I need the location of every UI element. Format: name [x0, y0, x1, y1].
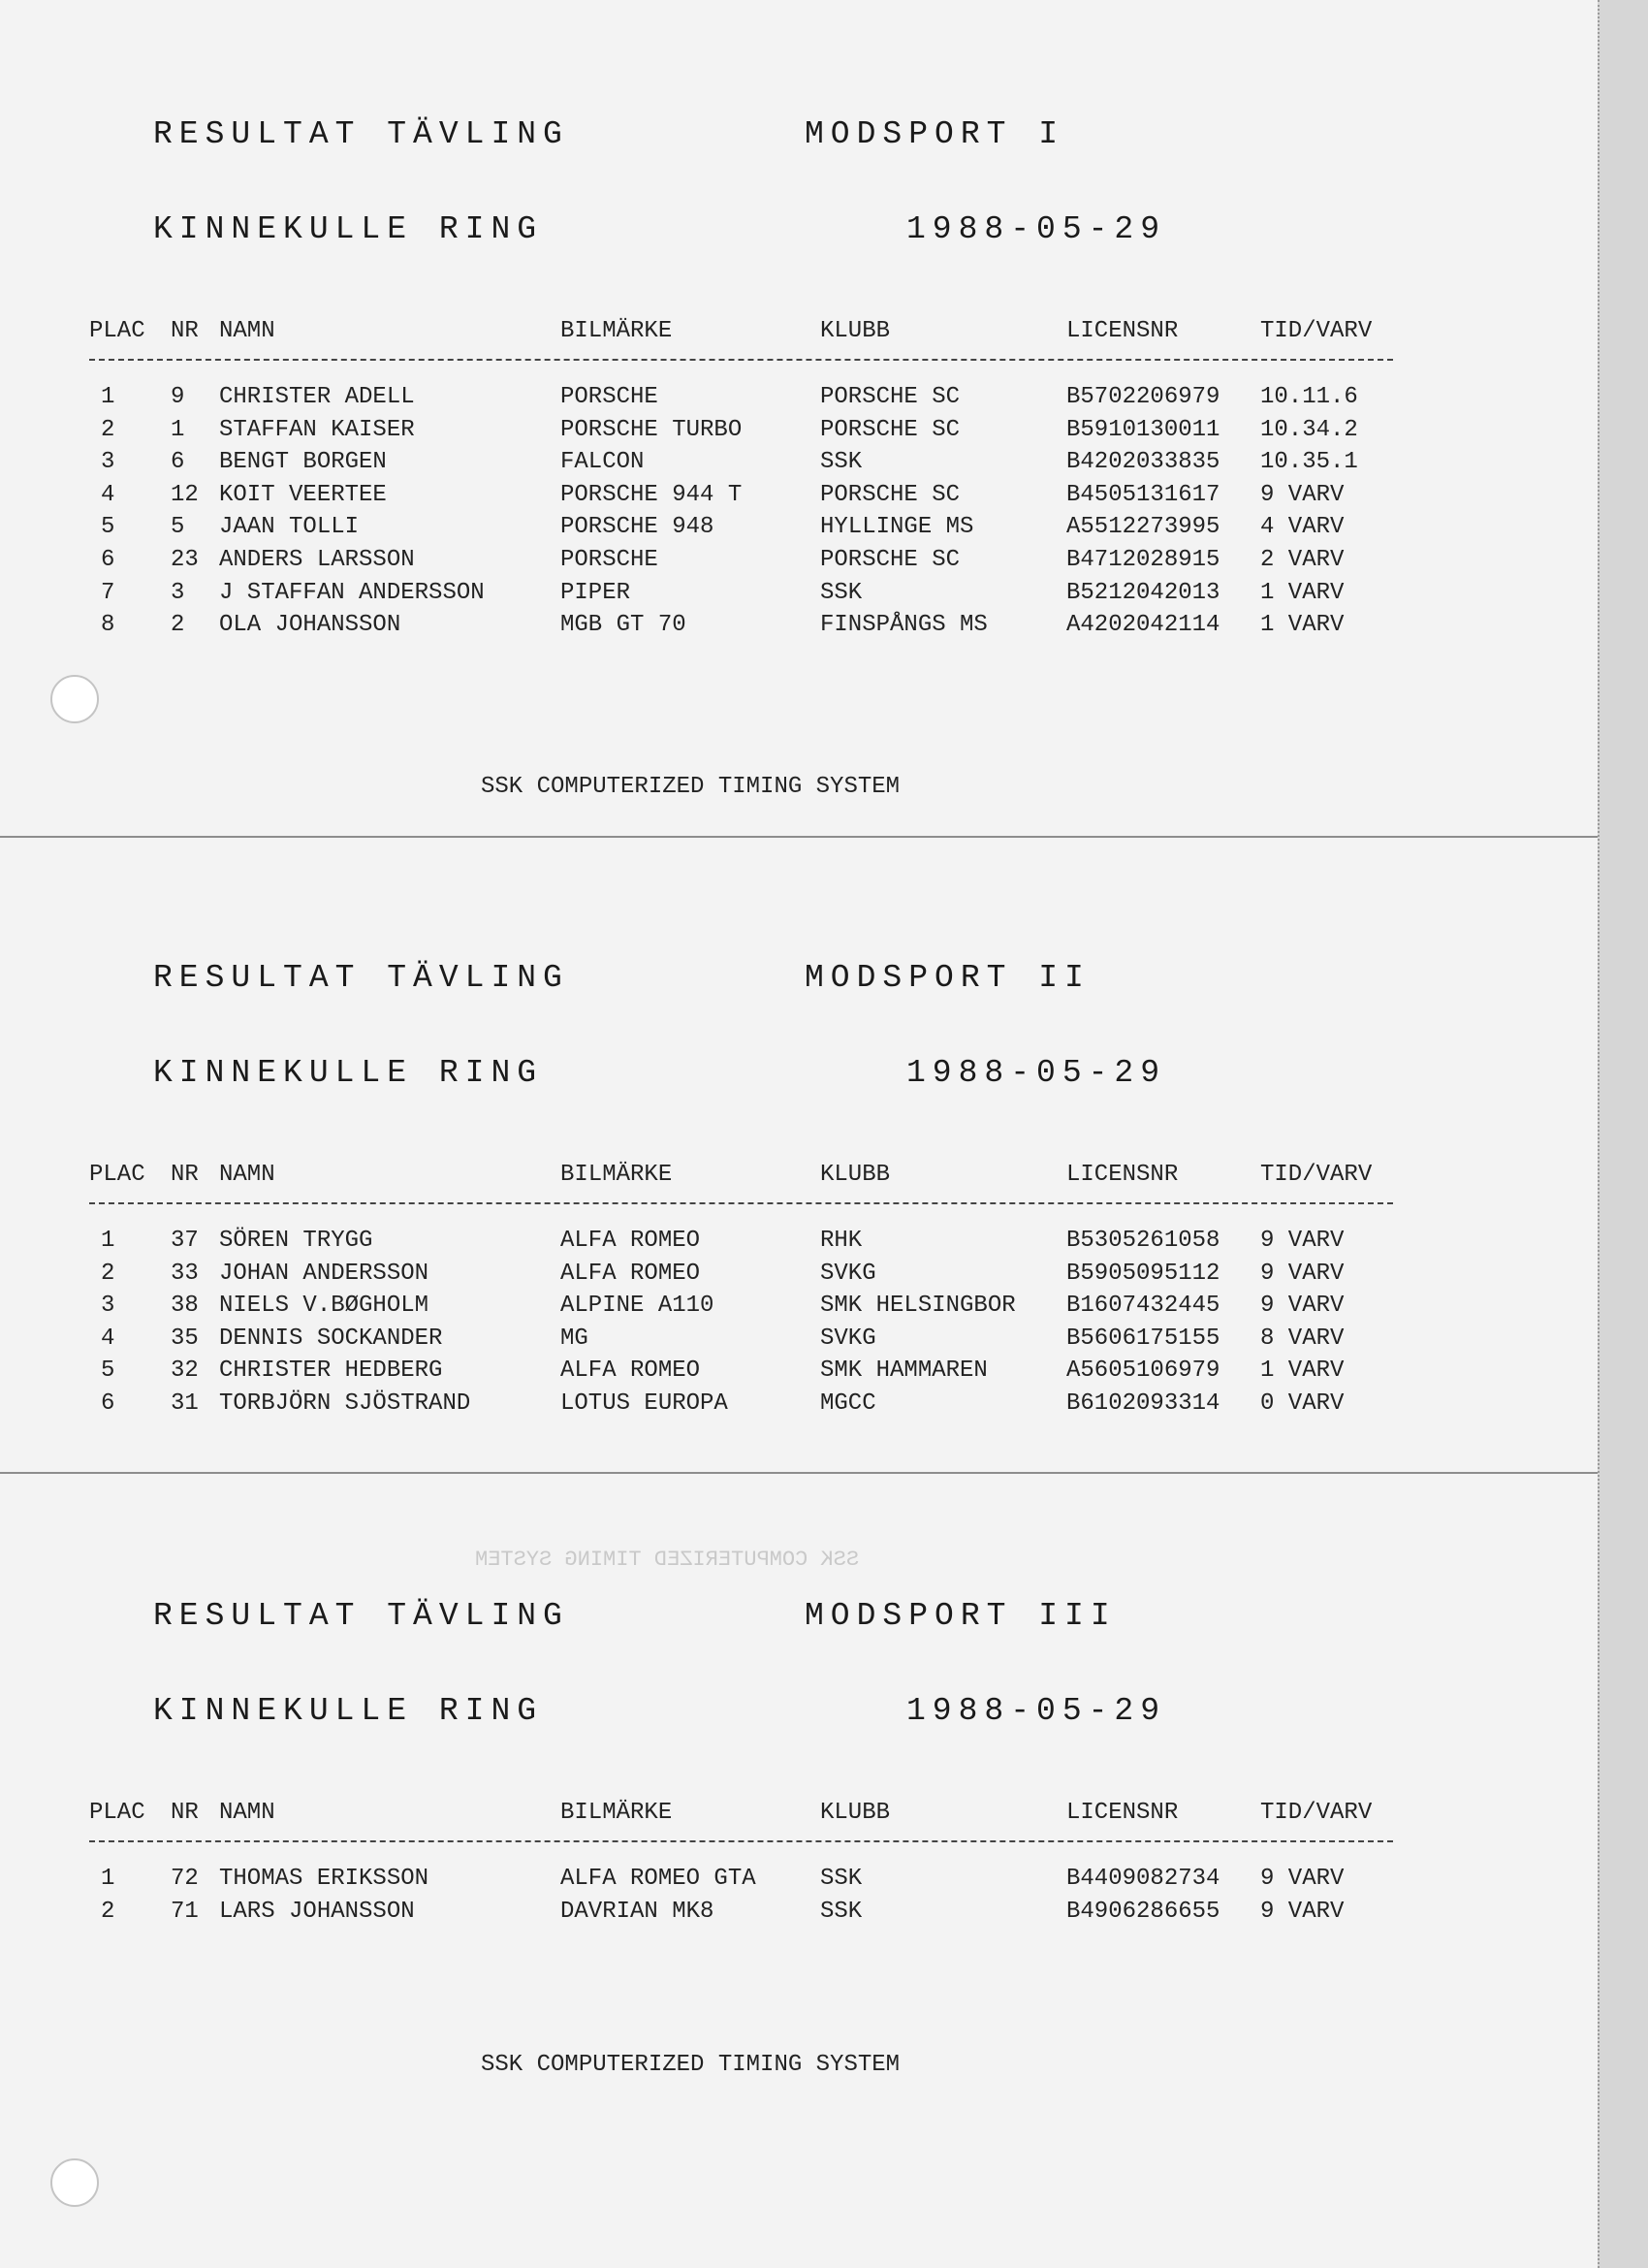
cell-bilmarke: PORSCHE: [560, 547, 658, 573]
cell-plac: 6: [101, 547, 115, 573]
cell-klubb: HYLLINGE MS: [820, 514, 974, 541]
cell-klubb: SMK HELSINGBOR: [820, 1293, 1016, 1320]
page-tear-line-1: [0, 836, 1598, 838]
column-header-nr: NR: [171, 318, 199, 344]
cell-tid-varv: 9 VARV: [1260, 1260, 1345, 1287]
cell-licensnr: B4505131617: [1066, 481, 1220, 508]
cell-klubb: PORSCHE SC: [820, 416, 961, 443]
cell-klubb: MGCC: [820, 1390, 876, 1417]
cell-klubb: SSK: [820, 449, 863, 476]
cell-licensnr: A5605106979: [1066, 1358, 1220, 1385]
timing-system-footer: SSK COMPUTERIZED TIMING SYSTEM: [481, 2052, 901, 2078]
cell-licensnr: B5212042013: [1066, 579, 1220, 606]
cell-nr: 72: [171, 1866, 199, 1892]
table-divider: [89, 359, 1393, 361]
punch-hole-2: [50, 2158, 99, 2207]
column-header-klubb: KLUBB: [820, 318, 891, 344]
cell-tid-varv: 1 VARV: [1260, 579, 1345, 606]
cell-plac: 8: [101, 612, 115, 639]
cell-namn: NIELS V.BØGHOLM: [219, 1293, 429, 1320]
race-class: MODSPORT III: [805, 1598, 1117, 1634]
cell-nr: 3: [171, 579, 185, 606]
cell-licensnr: B4906286655: [1066, 1898, 1220, 1925]
result-title: RESULTAT TÄVLING: [153, 116, 569, 152]
cell-namn: TORBJÖRN SJÖSTRAND: [219, 1390, 471, 1417]
column-header-licensnr: LICENSNR: [1066, 1162, 1179, 1188]
cell-bilmarke: MG: [560, 1325, 588, 1352]
race-date: 1988-05-29: [906, 1055, 1167, 1091]
column-header-plac: PLAC: [89, 1162, 145, 1188]
bleed-through-text: SSK COMPUTERIZED TIMING SYSTEM: [475, 1548, 860, 1572]
result-title: RESULTAT TÄVLING: [153, 960, 569, 996]
cell-nr: 38: [171, 1293, 199, 1320]
cell-plac: 2: [101, 416, 115, 443]
cell-plac: 2: [101, 1898, 115, 1925]
race-class: MODSPORT II: [805, 960, 1091, 996]
track-name: KINNEKULLE RING: [153, 211, 544, 247]
cell-tid-varv: 1 VARV: [1260, 612, 1345, 639]
column-header-namn: NAMN: [219, 1800, 275, 1826]
race-date: 1988-05-29: [906, 211, 1167, 247]
cell-bilmarke: PORSCHE TURBO: [560, 416, 743, 443]
cell-plac: 5: [101, 514, 115, 541]
race-date: 1988-05-29: [906, 1693, 1167, 1729]
cell-namn: OLA JOHANSSON: [219, 612, 401, 639]
cell-plac: 1: [101, 1228, 115, 1254]
cell-bilmarke: ALPINE A110: [560, 1293, 714, 1320]
cell-plac: 4: [101, 1325, 115, 1352]
cell-tid-varv: 9 VARV: [1260, 1866, 1345, 1892]
race-class: MODSPORT I: [805, 116, 1065, 152]
cell-klubb: SVKG: [820, 1325, 876, 1352]
cell-klubb: SVKG: [820, 1260, 876, 1287]
cell-licensnr: B4712028915: [1066, 547, 1220, 573]
track-name: KINNEKULLE RING: [153, 1693, 544, 1729]
cell-bilmarke: MGB GT 70: [560, 612, 686, 639]
table-divider: [89, 1840, 1393, 1842]
cell-nr: 37: [171, 1228, 199, 1254]
cell-bilmarke: ALFA ROMEO GTA: [560, 1866, 756, 1892]
column-header-plac: PLAC: [89, 318, 145, 344]
cell-namn: BENGT BORGEN: [219, 449, 387, 476]
cell-namn: JAAN TOLLI: [219, 514, 360, 541]
cell-licensnr: B5702206979: [1066, 384, 1220, 410]
table-divider: [89, 1202, 1393, 1204]
cell-klubb: PORSCHE SC: [820, 547, 961, 573]
cell-klubb: SSK: [820, 1866, 863, 1892]
cell-bilmarke: PIPER: [560, 579, 631, 606]
cell-tid-varv: 8 VARV: [1260, 1325, 1345, 1352]
cell-tid-varv: 9 VARV: [1260, 1228, 1345, 1254]
cell-namn: J STAFFAN ANDERSSON: [219, 579, 485, 606]
cell-plac: 1: [101, 1866, 115, 1892]
cell-namn: THOMAS ERIKSSON: [219, 1866, 429, 1892]
cell-klubb: RHK: [820, 1228, 863, 1254]
cell-plac: 6: [101, 1390, 115, 1417]
cell-nr: 35: [171, 1325, 199, 1352]
timing-system-footer: SSK COMPUTERIZED TIMING SYSTEM: [481, 774, 901, 800]
cell-namn: STAFFAN KAISER: [219, 416, 415, 443]
cell-bilmarke: FALCON: [560, 449, 645, 476]
cell-licensnr: B5910130011: [1066, 416, 1220, 443]
column-header-namn: NAMN: [219, 318, 275, 344]
cell-nr: 32: [171, 1358, 199, 1385]
result-title: RESULTAT TÄVLING: [153, 1598, 569, 1634]
cell-bilmarke: DAVRIAN MK8: [560, 1898, 714, 1925]
cell-plac: 1: [101, 384, 115, 410]
cell-klubb: SMK HAMMAREN: [820, 1358, 988, 1385]
cell-bilmarke: PORSCHE 944 T: [560, 481, 743, 508]
cell-tid-varv: 4 VARV: [1260, 514, 1345, 541]
punch-hole-1: [50, 675, 99, 723]
cell-plac: 2: [101, 1260, 115, 1287]
cell-nr: 9: [171, 384, 185, 410]
cell-tid-varv: 1 VARV: [1260, 1358, 1345, 1385]
cell-nr: 6: [171, 449, 185, 476]
cell-bilmarke: ALFA ROMEO: [560, 1260, 701, 1287]
column-header-tid-varv: TID/VARV: [1260, 1162, 1373, 1188]
column-header-klubb: KLUBB: [820, 1162, 891, 1188]
cell-licensnr: A5512273995: [1066, 514, 1220, 541]
cell-namn: DENNIS SOCKANDER: [219, 1325, 443, 1352]
column-header-namn: NAMN: [219, 1162, 275, 1188]
cell-bilmarke: ALFA ROMEO: [560, 1228, 701, 1254]
cell-klubb: FINSPÅNGS MS: [820, 612, 988, 639]
cell-nr: 12: [171, 481, 199, 508]
column-header-nr: NR: [171, 1162, 199, 1188]
cell-klubb: SSK: [820, 1898, 863, 1925]
cell-licensnr: B6102093314: [1066, 1390, 1220, 1417]
cell-licensnr: B4409082734: [1066, 1866, 1220, 1892]
cell-tid-varv: 0 VARV: [1260, 1390, 1345, 1417]
page-tear-line-2: [0, 1472, 1598, 1474]
cell-nr: 5: [171, 514, 185, 541]
column-header-bilmarke: BILMÄRKE: [560, 1162, 673, 1188]
cell-tid-varv: 10.34.2: [1260, 416, 1358, 443]
column-header-tid-varv: TID/VARV: [1260, 1800, 1373, 1826]
cell-licensnr: B5905095112: [1066, 1260, 1220, 1287]
cell-namn: CHRISTER HEDBERG: [219, 1358, 443, 1385]
column-header-tid-varv: TID/VARV: [1260, 318, 1373, 344]
cell-plac: 7: [101, 579, 115, 606]
cell-nr: 71: [171, 1898, 199, 1925]
cell-licensnr: B5606175155: [1066, 1325, 1220, 1352]
cell-namn: KOIT VEERTEE: [219, 481, 387, 508]
cell-plac: 4: [101, 481, 115, 508]
cell-plac: 3: [101, 449, 115, 476]
cell-tid-varv: 9 VARV: [1260, 481, 1345, 508]
cell-klubb: SSK: [820, 579, 863, 606]
column-header-licensnr: LICENSNR: [1066, 318, 1179, 344]
cell-namn: ANDERS LARSSON: [219, 547, 415, 573]
cell-licensnr: B5305261058: [1066, 1228, 1220, 1254]
cell-namn: LARS JOHANSSON: [219, 1898, 415, 1925]
cell-nr: 23: [171, 547, 199, 573]
column-header-bilmarke: BILMÄRKE: [560, 318, 673, 344]
cell-namn: JOHAN ANDERSSON: [219, 1260, 429, 1287]
cell-klubb: PORSCHE SC: [820, 384, 961, 410]
cell-licensnr: B1607432445: [1066, 1293, 1220, 1320]
column-header-nr: NR: [171, 1800, 199, 1826]
cell-tid-varv: 2 VARV: [1260, 547, 1345, 573]
cell-nr: 33: [171, 1260, 199, 1287]
cell-bilmarke: PORSCHE 948: [560, 514, 714, 541]
cell-licensnr: B4202033835: [1066, 449, 1220, 476]
cell-tid-varv: 10.11.6: [1260, 384, 1358, 410]
cell-tid-varv: 9 VARV: [1260, 1898, 1345, 1925]
track-name: KINNEKULLE RING: [153, 1055, 544, 1091]
cell-namn: SÖREN TRYGG: [219, 1228, 373, 1254]
cell-plac: 5: [101, 1358, 115, 1385]
cell-licensnr: A4202042114: [1066, 612, 1220, 639]
cell-tid-varv: 10.35.1: [1260, 449, 1358, 476]
cell-bilmarke: LOTUS EUROPA: [560, 1390, 728, 1417]
paper-perforated-edge: [1598, 0, 1648, 2268]
cell-bilmarke: ALFA ROMEO: [560, 1358, 701, 1385]
cell-namn: CHRISTER ADELL: [219, 384, 415, 410]
cell-nr: 2: [171, 612, 185, 639]
column-header-plac: PLAC: [89, 1800, 145, 1826]
cell-nr: 31: [171, 1390, 199, 1417]
cell-bilmarke: PORSCHE: [560, 384, 658, 410]
cell-klubb: PORSCHE SC: [820, 481, 961, 508]
column-header-bilmarke: BILMÄRKE: [560, 1800, 673, 1826]
column-header-klubb: KLUBB: [820, 1800, 891, 1826]
cell-nr: 1: [171, 416, 185, 443]
cell-tid-varv: 9 VARV: [1260, 1293, 1345, 1320]
cell-plac: 3: [101, 1293, 115, 1320]
column-header-licensnr: LICENSNR: [1066, 1800, 1179, 1826]
